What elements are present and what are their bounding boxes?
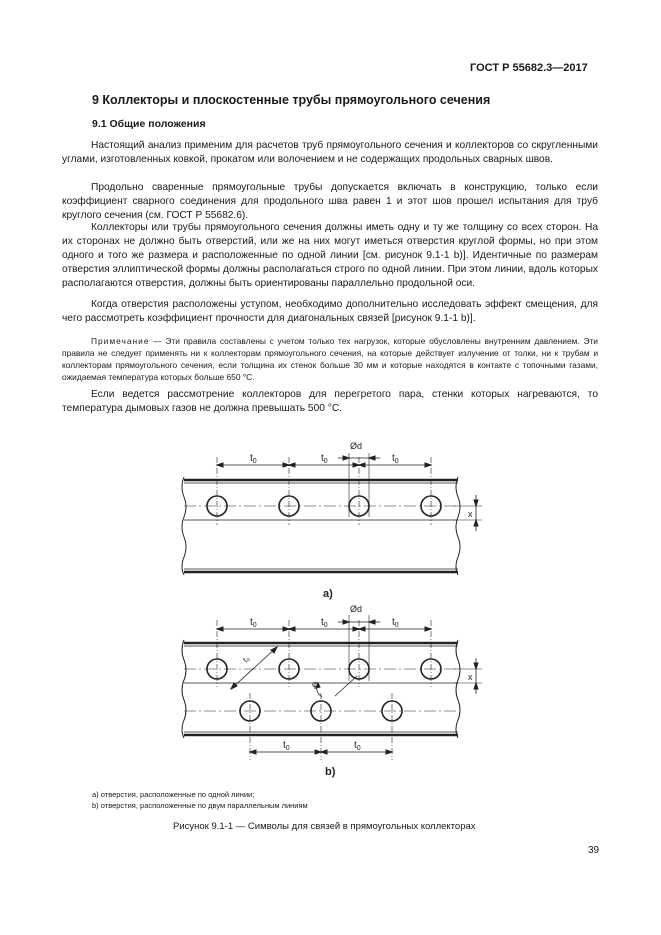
pitch-label-a1: $t_0$ <box>250 453 257 465</box>
page-number: 39 <box>588 845 600 856</box>
footnote-b: b) отверстия, расположенные по двум параллельным линиям <box>92 801 308 810</box>
diagram-b <box>182 615 482 760</box>
section-title: 9 Коллекторы и плоскостенные трубы прямоугольного сечения <box>92 93 491 107</box>
pitch-label-b3: $t_0$ <box>392 617 399 629</box>
paragraph-2: Продольно сваренные прямоугольные трубы допускается включать в конструкцию, только если коэффициент сварного соединения для продольного шва равен 1 и этот шов прошел испытания для труб круглого сечения (см. ГОСТ Р 55682.6). <box>62 182 598 221</box>
note-text: — Эти правила составлены с учетом только тех нагрузок, которые обусловлены внутренним давлением. Эти правила не следует применять ни к коллекторам прямоугольного сечения, на которые действует излучение от толки, ни к трубам и коллекторам прямоугольного сечения, если толщина их стенок больше 30 мм и которые находятся в контакте с топочными газами, ожидаемая температура которых больше 650 °С. <box>62 336 598 382</box>
note-block <box>62 335 598 383</box>
subsection-title: 9.1 Общие положения <box>92 118 206 130</box>
pitch-label-b2: $t_0$ <box>321 617 328 629</box>
paragraph-1: Настоящий анализ применим для расчетов труб прямоугольного сечения и коллекторов со скругленными углами, изготовленных ковкой, прокатом или волочением и не содержащих продольных сварных швов. <box>62 140 598 165</box>
x-label-a: x <box>468 509 473 519</box>
pitch-label-b5: $t_0$ <box>354 740 361 752</box>
angle-phi-label: φ <box>312 679 318 689</box>
note-lead: Примечание <box>91 336 150 346</box>
diagonal-pitch-label: t₀ <box>241 654 252 665</box>
diagram-a <box>182 453 482 575</box>
pitch-label-b4: $t_0$ <box>283 740 290 752</box>
paragraph-5: Если ведется рассмотрение коллекторов для перегретого пара, стенки которых нагреваются, то температура дымовых газов не должна превышать 500 °С. <box>62 389 598 414</box>
footnote-a: а) отверстия, расположенные по одной линии; <box>92 790 255 799</box>
label-b: b) <box>325 766 336 778</box>
figure-caption: Рисунок 9.1-1 — Символы для связей в прямоугольных коллекторах <box>173 821 476 832</box>
x-label-b: x <box>468 672 473 682</box>
pitch-label-a2: $t_0$ <box>321 453 328 465</box>
diameter-label-a: Ød <box>350 441 363 451</box>
label-a: a) <box>323 588 333 600</box>
pitch-label-a3: $t_0$ <box>392 453 399 465</box>
paragraph-3: Коллекторы или трубы прямоугольного сечения должны иметь одну и ту же толщину со всех сторон. На их сторонах не должно быть отверстий, или же на них могут иметься отверстия круглой формы, но при этом одного и того же размера и расположенные по одной линии [см. рисунок 9.1-1 b)]. Идентичные по размерам отверстия эллиптической формы должны располагаться строго по одной линии. При этом линии, вдоль которых располагаются отверстия, должны быть ориентированы параллельно продольной оси. <box>62 222 598 289</box>
figure-9-1-1 <box>170 425 500 790</box>
pitch-label-b1: $t_0$ <box>250 617 257 629</box>
paragraph-4: Когда отверстия расположены уступом, необходимо дополнительно исследовать эффект смещения, для чего рассмотреть коэффициент прочности для диагональных связей [рисунок 9.1-1 b)]. <box>62 299 598 324</box>
diameter-label-b: Ød <box>350 604 363 614</box>
document-header: ГОСТ Р 55682.3—2017 <box>470 62 588 74</box>
